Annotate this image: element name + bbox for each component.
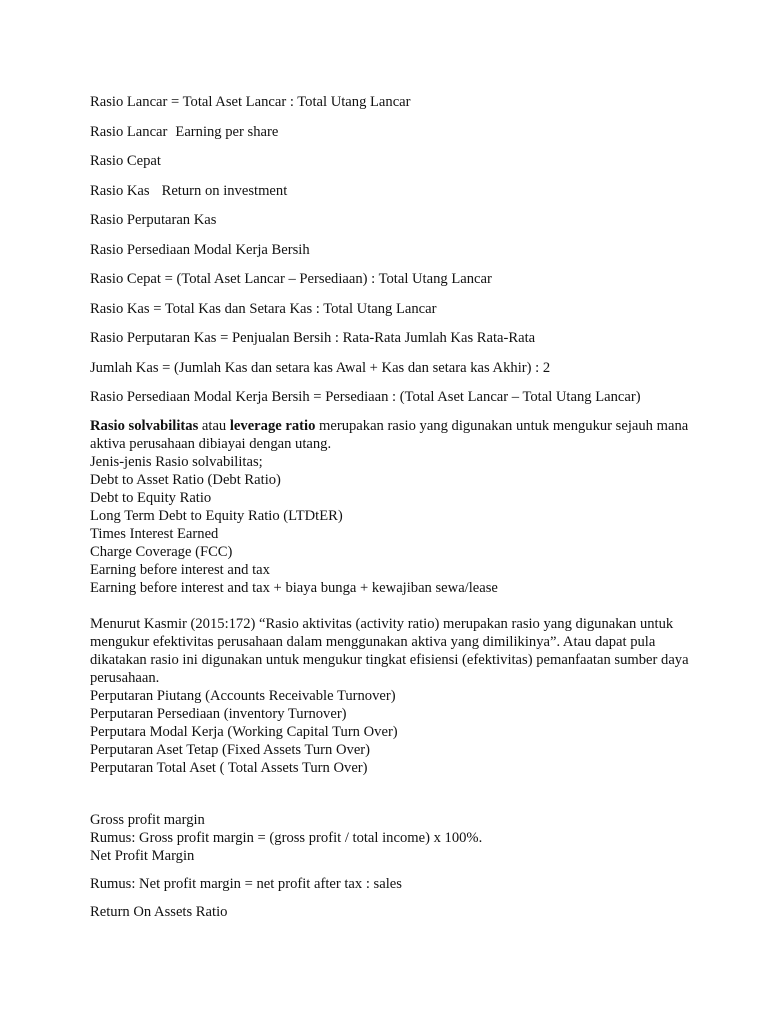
text-line: Rasio Persediaan Modal Kerja Bersih <box>90 241 310 258</box>
text-line: Rasio Cepat = (Total Aset Lancar – Persediaan) : Total Utang Lancar <box>90 271 492 287</box>
list-item: Times Interest Earned <box>90 526 219 542</box>
list-item: Perputara Modal Kerja (Working Capital Turn Over) <box>90 724 398 740</box>
aktivitas-section <box>90 615 690 777</box>
text-line <box>90 123 690 141</box>
text-fragment: Return on investment <box>161 182 288 199</box>
list-item: Perputaran Aset Tetap (Fixed Assets Turn Over) <box>90 742 371 758</box>
text-line: Rasio Perputaran Kas <box>90 212 217 228</box>
list-item: Earning before interest and tax <box>90 562 270 578</box>
list-item: Debt to Asset Ratio (Debt Ratio) <box>90 472 281 488</box>
term-solvabilitas: Rasio solvabilitas <box>90 418 199 434</box>
list-item: Long Term Debt to Equity Ratio (LTDtER) <box>90 508 343 524</box>
text-fragment: atau <box>198 418 230 434</box>
gross-profit-title: Gross profit margin <box>90 812 205 828</box>
list-item: Perputaran Piutang (Accounts Receivable Turnover) <box>90 688 396 704</box>
text-fragment: Earning per share <box>175 123 279 140</box>
roa-title: Return On Assets Ratio <box>90 904 228 920</box>
text-line: Rasio Perputaran Kas = Penjualan Bersih : Rata-Rata Jumlah Kas Rata-Rata <box>90 330 536 346</box>
list-item: Perputaran Total Aset ( Total Assets Turn Over) <box>90 760 368 776</box>
text-line: Rasio Lancar = Total Aset Lancar : Total Utang Lancar <box>90 94 411 110</box>
text-line: Jumlah Kas = (Jumlah Kas dan setara kas Awal + Kas dan setara kas Akhir) : 2 <box>90 359 551 376</box>
text-fragment: Rasio Lancar <box>90 123 168 140</box>
text-fragment: merupakan rasio yang digunakan untuk mengukur sejauh mana aktiva perusahaan dibiayai dengan utang. <box>90 418 689 452</box>
document-body <box>90 93 690 921</box>
list-item: Jenis-jenis Rasio solvabilitas; <box>90 454 263 470</box>
gross-profit-formula: Rumus: Gross profit margin = (gross profit / total income) x 100%. <box>90 830 483 846</box>
list-item: Debt to Equity Ratio <box>90 490 212 506</box>
net-profit-title: Net Profit Margin <box>90 848 195 864</box>
profit-section <box>90 811 690 921</box>
text-line: Rasio Cepat <box>90 153 161 169</box>
net-profit-formula: Rumus: Net profit margin = net profit after tax : sales <box>90 876 402 892</box>
list-item: Charge Coverage (FCC) <box>90 544 233 560</box>
text-line: Rasio Kas = Total Kas dan Setara Kas : Total Utang Lancar <box>90 300 437 317</box>
text-fragment: Rasio Kas <box>90 182 150 199</box>
solvabilitas-section <box>90 417 690 597</box>
list-item: Perputaran Persediaan (inventory Turnover) <box>90 706 347 722</box>
list-item: Earning before interest and tax + biaya bunga + kewajiban sewa/lease <box>90 580 498 596</box>
solvabilitas-definition <box>90 417 690 453</box>
text-line: Rasio Persediaan Modal Kerja Bersih = Persediaan : (Total Aset Lancar – Total Utang Lancar) <box>90 389 641 405</box>
term-leverage-ratio: leverage ratio <box>229 418 316 434</box>
text-line <box>90 182 690 200</box>
aktivitas-quote: Menurut Kasmir (2015:172) “Rasio aktivitas (activity ratio) merupakan rasio yang digunakan untuk mengukur efektivitas perusahaan dalam menggunakan aktiva yang dimilikinya”. Atau dapat pula dikatakan rasio ini digunakan untuk mengukur tingkat efisiensi (efektivitas) pemanfaatan sumber daya perusahaan. <box>90 616 689 686</box>
